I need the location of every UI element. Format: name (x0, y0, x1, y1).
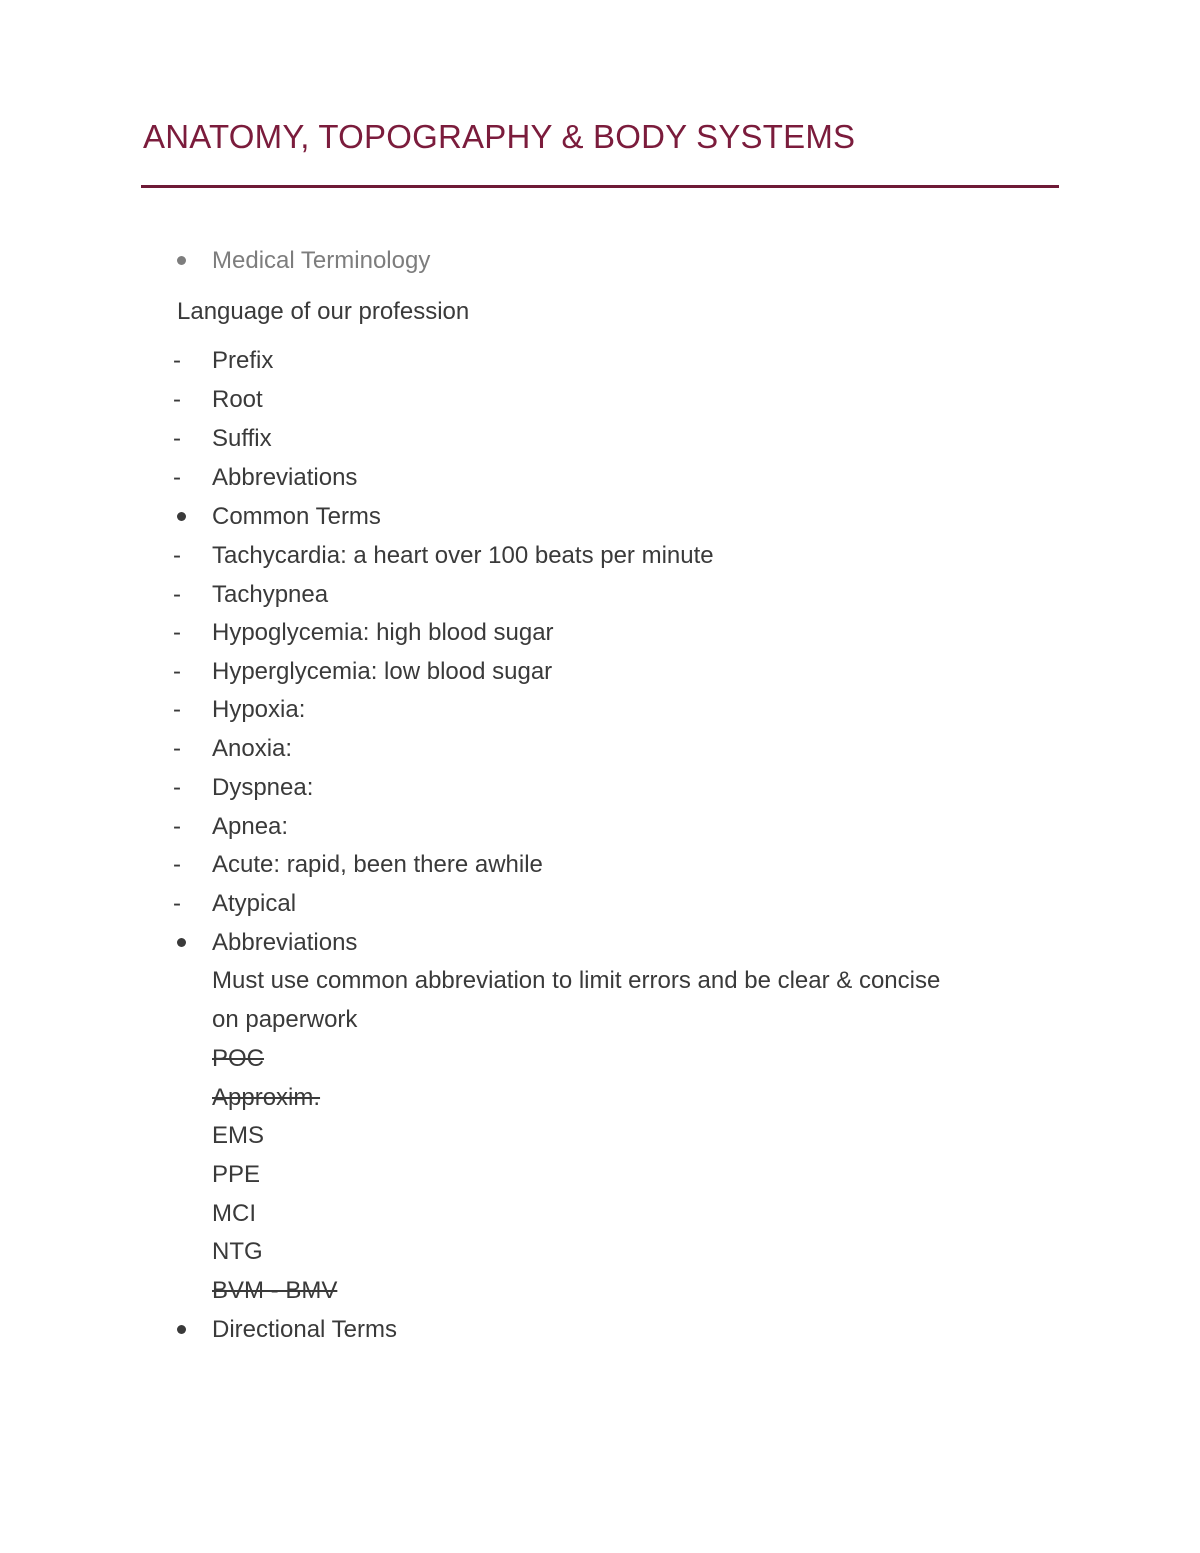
list-item-text: Abbreviations (212, 464, 358, 491)
dash-marker: - (173, 464, 181, 491)
abbreviation-text: NTG (212, 1238, 263, 1265)
list-item-text: Atypical (212, 890, 297, 917)
paragraph-text: Language of our profession (177, 298, 470, 325)
struck-text: BVM - BMV (212, 1277, 338, 1304)
list-item-text: Root (212, 386, 263, 413)
list-item-text: Suffix (212, 425, 272, 452)
paragraph-text: Must use common abbreviation to limit errors and be clear & concise (212, 967, 941, 994)
dash-marker: - (173, 386, 181, 413)
title-underline (141, 185, 1059, 188)
list-item-text: Apnea: (212, 813, 289, 840)
list-item-text: Hyperglycemia: low blood sugar (212, 658, 553, 685)
list-item-text: Medical Terminology (212, 247, 431, 274)
dash-marker: - (173, 813, 181, 840)
dash-marker: - (173, 347, 181, 374)
list-item-text: Hypoxia: (212, 696, 306, 723)
list-item-text: Acute: rapid, been there awhile (212, 851, 543, 878)
dash-marker: - (173, 619, 181, 646)
list-item-text: Dyspnea: (212, 774, 314, 801)
struck-text: Approxim. (212, 1084, 321, 1111)
abbreviation-text: PPE (212, 1161, 261, 1188)
dash-marker: - (173, 696, 181, 723)
list-item-text: Anoxia: (212, 735, 293, 762)
dash-marker: - (173, 735, 181, 762)
dash-marker: - (173, 658, 181, 685)
list-item-text: Tachycardia: a heart over 100 beats per minute (212, 542, 714, 569)
list-item-text: Prefix (212, 347, 274, 374)
dash-marker: - (173, 890, 181, 917)
paragraph-text: on paperwork (212, 1006, 358, 1033)
list-item-text: Directional Terms (212, 1316, 397, 1343)
list-item-text: Tachypnea (212, 581, 329, 608)
dash-marker: - (173, 425, 181, 452)
dash-marker: - (173, 851, 181, 878)
dash-marker: - (173, 542, 181, 569)
dash-marker: - (173, 774, 181, 801)
bullet-icon (177, 938, 186, 947)
dash-marker: - (173, 581, 181, 608)
bullet-icon (177, 256, 186, 265)
abbreviation-text: EMS (212, 1122, 265, 1149)
abbreviation-text: MCI (212, 1200, 256, 1227)
bullet-icon (177, 512, 186, 521)
bullet-icon (177, 1325, 186, 1334)
page-title: ANATOMY, TOPOGRAPHY & BODY SYSTEMS (143, 118, 856, 155)
list-item-text: Common Terms (212, 503, 381, 530)
struck-text: POC (212, 1045, 265, 1072)
list-item-text: Hypoglycemia: high blood sugar (212, 619, 554, 646)
list-item-text: Abbreviations (212, 929, 358, 956)
